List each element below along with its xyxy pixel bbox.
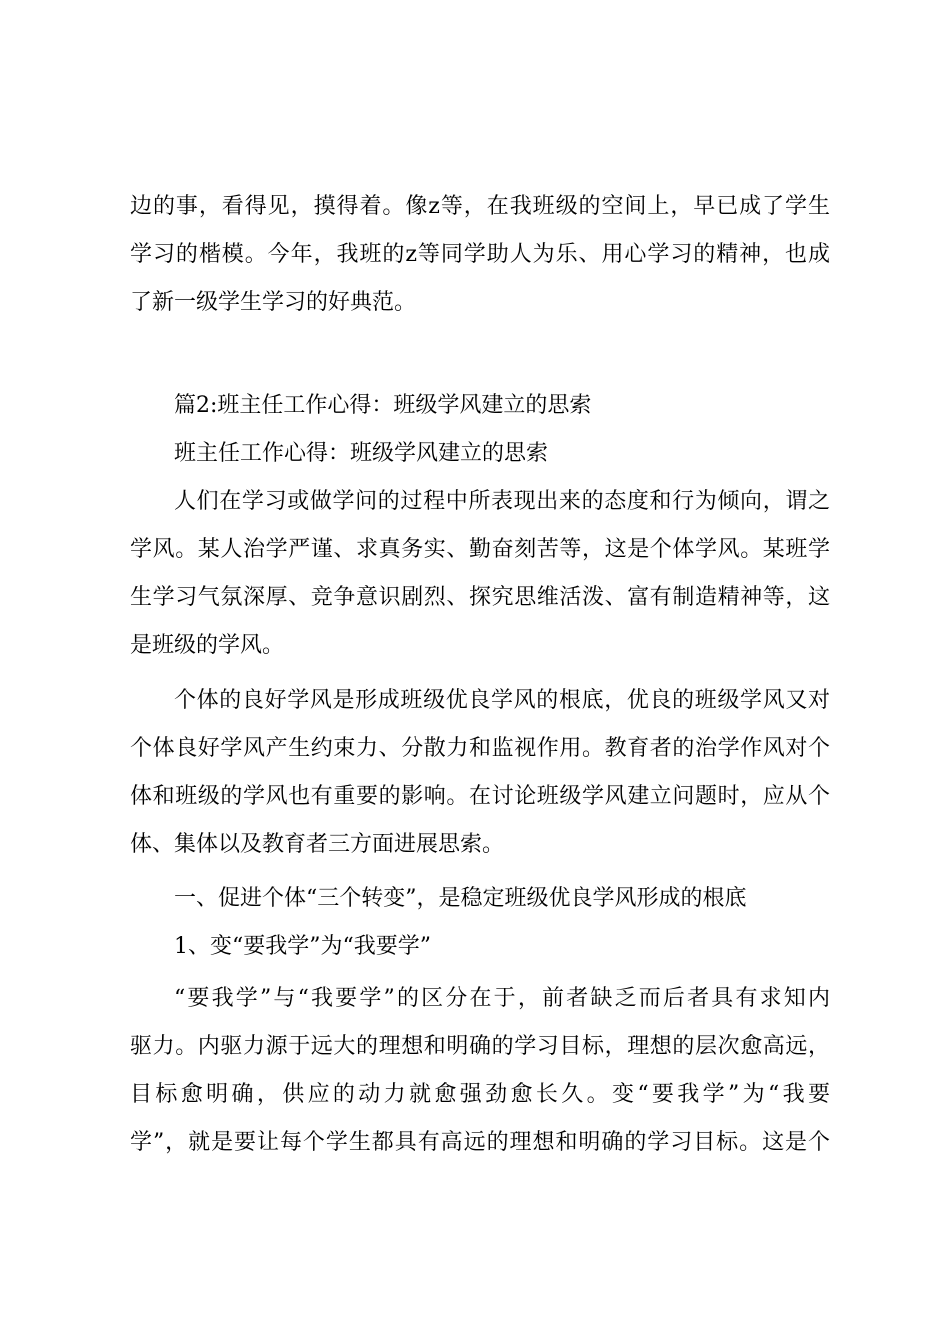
paragraph-line: 目标愈明确，供应的动力就愈强劲愈长久。变“要我学”为“我要 bbox=[130, 1082, 830, 1107]
paragraph-line: 人们在学习或做学问的过程中所表现出来的态度和行为倾向，谓之 bbox=[174, 489, 830, 514]
paragraph-line: 体和班级的学风也有重要的影响。在讨论班级学风建立问题时，应从个 bbox=[130, 784, 830, 809]
paragraph-line: 学”，就是要让每个学生都具有高远的理想和明确的学习目标。这是个 bbox=[130, 1130, 830, 1155]
paragraph-line: 边的事，看得见，摸得着。像z等，在我班级的空间上，早已成了学生 bbox=[130, 194, 830, 219]
paragraph-line: 学习的楷模。今年，我班的z等同学助人为乐、用心学习的精神，也成 bbox=[130, 242, 830, 267]
paragraph-line: 驱力。内驱力源于远大的理想和明确的学习目标，理想的层次愈高远， bbox=[130, 1034, 830, 1059]
section-title: 班主任工作心得：班级学风建立的思索 bbox=[174, 441, 549, 466]
paragraph-line: 是班级的学风。 bbox=[130, 633, 285, 658]
paragraph-line: 学风。某人治学严谨、求真务实、勤奋刻苦等，这是个体学风。某班学 bbox=[130, 537, 830, 562]
paragraph-line: 个体良好学风产生约束力、分散力和监视作用。教育者的治学作风对个 bbox=[130, 736, 830, 761]
paragraph-line: “要我学”与“我要学”的区分在于，前者缺乏而后者具有求知内 bbox=[174, 986, 830, 1011]
section-heading: 篇2:班主任工作心得：班级学风建立的思索 bbox=[174, 393, 592, 418]
paragraph-line: 体、集体以及教育者三方面进展思索。 bbox=[130, 832, 505, 857]
paragraph-line: 了新一级学生学习的好典范。 bbox=[130, 290, 417, 315]
subsection-heading: 一、促进个体“三个转变”，是稳定班级优良学风形成的根底 bbox=[174, 886, 747, 911]
item-heading: 1、变“要我学”为“我要学” bbox=[174, 934, 431, 959]
paragraph-line: 生学习气氛深厚、竞争意识剧烈、探究思维活泼、富有制造精神等，这 bbox=[130, 585, 830, 610]
paragraph-line: 个体的良好学风是形成班级优良学风的根底，优良的班级学风又对 bbox=[174, 688, 830, 713]
